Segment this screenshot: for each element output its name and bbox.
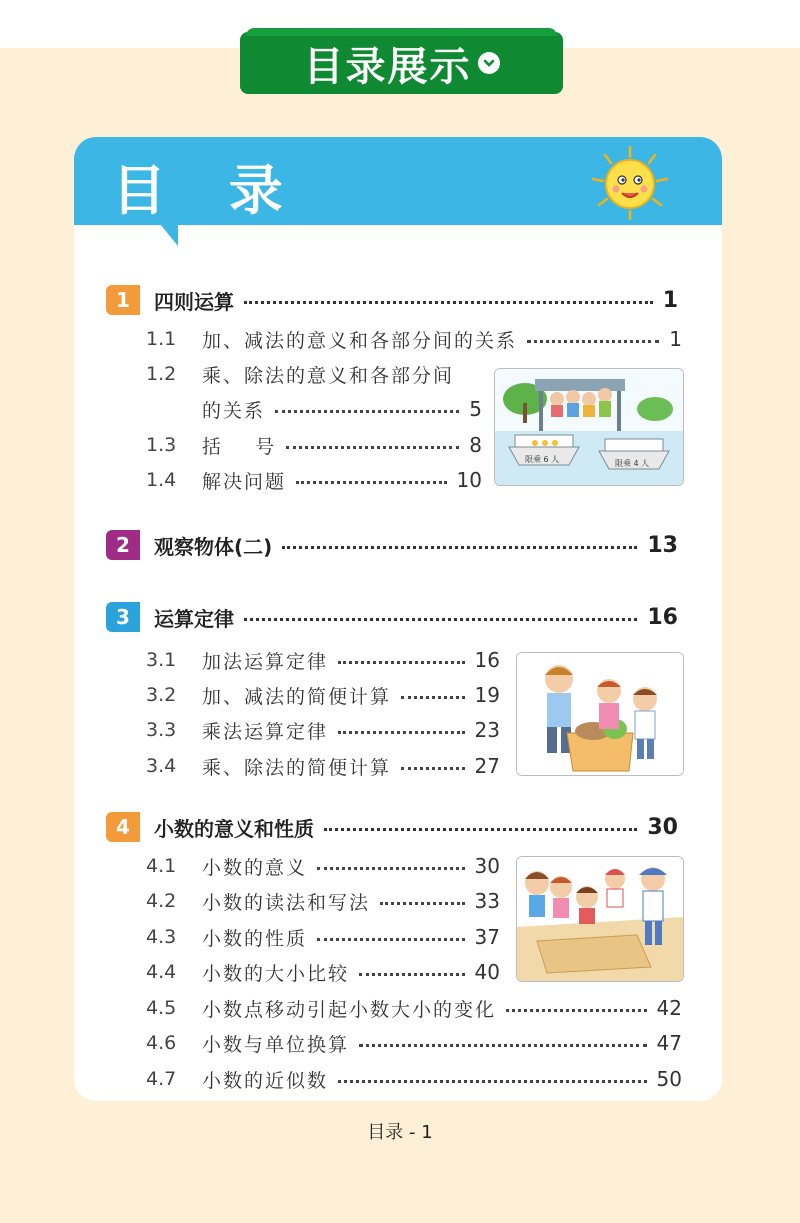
entry-number: 3.4 (146, 755, 177, 777)
entry-page: 8 (469, 433, 482, 457)
toc-entry[interactable] (146, 465, 482, 495)
entry-page: 1 (669, 327, 682, 351)
entry-title: 加法运算定律 (202, 650, 329, 673)
toc-entry[interactable] (146, 993, 682, 1023)
entry-title-continued: 的关系 (202, 399, 266, 422)
leader-dots (380, 902, 465, 905)
entry-title: 乘、除法的意义和各部分间 (202, 364, 455, 387)
chapter-number: 1 (106, 285, 140, 315)
entry-title: 乘法运算定律 (202, 720, 329, 743)
entry-number: 4.1 (146, 855, 177, 877)
toc-entry[interactable] (146, 1028, 682, 1058)
leader-dots (338, 661, 465, 664)
leader-dots (324, 828, 637, 831)
entry-title: 加、减法的意义和各部分间的关系 (202, 329, 518, 352)
leader-dots (317, 938, 465, 941)
toc-entry[interactable] (146, 430, 482, 460)
entry-number: 1.4 (146, 469, 177, 491)
chapter-4[interactable] (106, 812, 690, 842)
entry-number: 3.1 (146, 649, 177, 671)
chapter-page: 30 (647, 814, 678, 840)
toc-entry[interactable] (146, 957, 500, 987)
entry-page: 42 (656, 996, 682, 1020)
leader-dots (359, 973, 465, 976)
leader-dots (286, 446, 459, 449)
chapter-title: 运算定律 (154, 606, 234, 631)
entry-page: 33 (474, 889, 500, 913)
entry-number: 4.3 (146, 926, 177, 948)
chapter-page: 1 (662, 287, 678, 313)
chapter-number: 3 (106, 602, 140, 632)
header-tail (160, 224, 178, 246)
entry-title: 小数的性质 (202, 927, 308, 950)
chapter-number: 4 (106, 812, 140, 842)
entry-number: 3.2 (146, 684, 177, 706)
entry-page: 5 (469, 397, 482, 421)
entry-number: 4.7 (146, 1068, 177, 1090)
entry-number: 4.4 (146, 961, 177, 983)
toc-entry-continued[interactable] (202, 394, 482, 424)
leader-dots (506, 1009, 647, 1012)
toc-entry[interactable] (146, 359, 482, 389)
entry-number: 1.1 (146, 328, 177, 350)
leader-dots (338, 731, 465, 734)
page-footer: 目录 - 1 (367, 1122, 433, 1143)
entry-title: 小数与单位换算 (202, 1033, 350, 1056)
entry-title: 小数的读法和写法 (202, 891, 371, 914)
entry-page: 47 (656, 1031, 682, 1055)
boats-illustration (494, 368, 684, 486)
chevron-down-icon[interactable] (478, 52, 500, 74)
entry-page: 10 (456, 468, 482, 492)
entry-title: 解决问题 (202, 470, 287, 493)
toc-title: 目 录 (112, 159, 305, 222)
entry-title: 小数点移动引起小数大小的变化 (202, 998, 497, 1021)
banner-tab (246, 28, 557, 36)
toc-banner (240, 32, 563, 94)
entry-page: 37 (474, 925, 500, 949)
toc-entry[interactable] (146, 922, 500, 952)
leader-dots (338, 1080, 647, 1083)
chapter-title: 四则运算 (154, 289, 234, 314)
leader-dots (244, 618, 637, 621)
toc-entry[interactable] (146, 645, 500, 675)
entry-page: 50 (656, 1067, 682, 1091)
leader-dots (275, 410, 459, 413)
chapter-3[interactable] (106, 602, 690, 632)
entry-title: 乘、除法的简便计算 (202, 756, 392, 779)
leader-dots (317, 867, 465, 870)
entry-number: 1.2 (146, 363, 177, 385)
chapter-1[interactable] (106, 285, 690, 315)
entry-page: 19 (474, 683, 500, 707)
chapter-page: 13 (647, 532, 678, 558)
sun-icon (585, 143, 675, 223)
entry-number: 3.3 (146, 719, 177, 741)
toc-entry[interactable] (146, 680, 500, 710)
entry-number: 1.3 (146, 434, 177, 456)
entry-title: 括 号 (202, 435, 277, 458)
leader-dots (527, 340, 659, 343)
entry-number: 4.2 (146, 890, 177, 912)
banner-title: 目录展示 (303, 43, 472, 90)
entry-title: 小数的大小比较 (202, 962, 350, 985)
vegetables-illustration (516, 652, 684, 776)
leader-dots (359, 1044, 647, 1047)
leader-dots (296, 481, 447, 484)
leader-dots (401, 767, 465, 770)
entry-page: 27 (474, 754, 500, 778)
entry-page: 30 (474, 854, 500, 878)
chapter-2[interactable] (106, 530, 690, 560)
leader-dots (401, 696, 465, 699)
toc-entry[interactable] (146, 886, 500, 916)
toc-entry[interactable] (146, 1064, 682, 1094)
entry-page: 16 (474, 648, 500, 672)
boat-sign-left: 限乘 6 人 (525, 455, 560, 464)
entry-number: 4.6 (146, 1032, 177, 1054)
toc-entry[interactable] (146, 715, 500, 745)
toc-entry[interactable] (146, 851, 500, 881)
boat-sign-right: 限乘 4 人 (615, 459, 650, 468)
entry-page: 23 (474, 718, 500, 742)
entry-number: 4.5 (146, 997, 177, 1019)
chapter-page: 16 (647, 604, 678, 630)
long-jump-illustration (516, 856, 684, 982)
leader-dots (282, 546, 637, 549)
toc-entry[interactable] (146, 324, 682, 354)
entry-title: 小数的近似数 (202, 1069, 329, 1092)
entry-title: 小数的意义 (202, 856, 308, 879)
toc-entry[interactable] (146, 751, 500, 781)
chapter-title: 小数的意义和性质 (154, 816, 314, 841)
chapter-number: 2 (106, 530, 140, 560)
entry-page: 40 (474, 960, 500, 984)
leader-dots (244, 301, 653, 304)
chapter-title: 观察物体(二) (154, 534, 273, 559)
entry-title: 加、减法的简便计算 (202, 685, 392, 708)
